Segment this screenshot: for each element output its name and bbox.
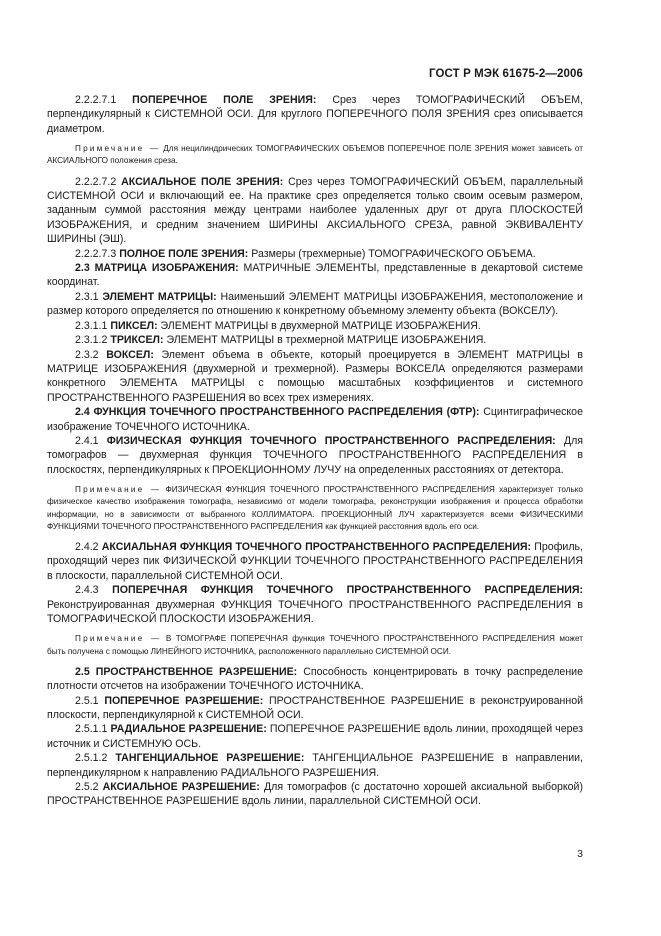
paragraph-text: Способность концентрировать в точку распределение плотности отсчетов на изображении ТОЧЕЧНОГО ИСТОЧНИКА. [47,665,583,693]
paragraph-2-2-2-7-2 [47,175,583,247]
page-content [47,93,583,809]
paragraph-number: 2.4.1 [75,434,99,447]
paragraph-2-5-1-2 [47,751,583,780]
paragraph-text: ПОПЕРЕЧНОЕ РАЗРЕШЕНИЕ вдоль линии, проходящей через источник и СИСТЕМНУЮ ОСЬ. [47,723,584,750]
paragraph-number: 2.4.3 [75,584,99,597]
paragraph-2-5-2 [47,780,583,809]
term: ТРИКСЕЛ: [110,334,164,347]
term: ТАНГЕНЦИАЛЬНОЕ РАЗРЕШЕНИЕ: [115,752,305,765]
paragraph-number: 2.4.2 [75,540,99,553]
paragraph-number: 2.5 [75,665,90,678]
paragraph-number: 2.2.2.7.2 [75,175,117,188]
term: МАТРИЦА ИЗОБРАЖЕНИЯ: [94,262,239,275]
paragraph-number: 2.4 [75,406,90,419]
term: РАДИАЛЬНОЕ РАЗРЕШЕНИЕ: [110,723,267,736]
term: ПОПЕРЕЧНОЕ РАЗРЕШЕНИЕ: [104,694,264,707]
term: ЭЛЕМЕНТ МАТРИЦЫ: [102,290,217,303]
paragraph-text: Для томографов (с достаточно хорошей аксиальной выборкой) ПРОСТРАНСТВЕННОЕ РАЗРЕШЕНИЕ вдоль линии, параллельной СИСТЕМНОЙ ОСИ. [47,781,583,808]
paragraph-text: Элемент объема в объекте, который проецируется в ЭЛЕМЕНТ МАТРИЦЫ в МАТРИЦЕ ИЗОБРАЖЕНИЯ (двухмерной и трехмерной). Размеры ВОКСЕЛА определяются размерами конкретного ЭЛЕМЕНТА МАТРИЦЫ с помощью масштабных коэффициентов и системного ПРОСТРАНСТВЕННОГО РАЗРЕШЕНИЯ во всех трех измерениях. [47,348,583,404]
note-label: Примечание — [75,485,162,495]
paragraph-number: 2.5.1.1 [75,723,108,736]
paragraph-text: Срез через ТОМОГРАФИЧЕСКИЙ ОБЪЕМ, параллельный СИСТЕМНОЙ ОСИ и включающий ее. На практике срез определяется только своим осевым размером, заданным суммой расстояния между центрами наиболее удаленных друг от друга ПЛОСКОСТЕЙ ИЗОБРАЖЕНИЯ, и средним значением ШИРИНЫ АКСИАЛЬНОГО СРЕЗА, равной ЭКВИВАЛЕНТУ ШИРИНЫ (ЭШ). [47,175,584,246]
paragraph-number: 2.3.1.1 [75,319,108,332]
paragraph-2-4-3 [47,583,583,626]
term: АКСИАЛЬНОЕ РАЗРЕШЕНИЕ: [102,781,260,794]
paragraph-number: 2.2.2.7.3 [75,247,117,260]
note-text: В ТОМОГРАФЕ ПОПЕРЕЧНАЯ функция ТОЧЕЧНОГО ПРОСТРАНСТВЕННОГО РАСПРЕДЕЛЕНИЯ может быть получена с помощью ЛИНЕЙНОГО ИСТОЧНИКА, расположенного параллельно СИСТЕМНОЙ ОСИ. [47,634,583,656]
paragraph-2-4 [47,405,583,434]
paragraph-text: ТАНГЕНЦИАЛЬНОЕ РАЗРЕШЕНИЕ в направлении, перпендикулярном к направлению РАДИАЛЬНОГО РАЗРЕШЕНИЯ. [47,752,583,779]
paragraph-text: Реконструированная двухмерная ФУНКЦИЯ ТОЧЕЧНОГО ПРОСТРАНСТВЕННОГО РАСПРЕДЕЛЕНИЯ в ТОМОГРАФИЧЕСКОЙ ПЛОСКОСТИ ИЗОБРАЖЕНИЯ. [47,598,583,625]
page-number: 3 [577,848,583,860]
paragraph-2-3-1 [47,290,583,319]
standard-header: ГОСТ Р МЭК 61675-2—2006 [429,68,583,80]
paragraph-text: Наименьший ЭЛЕМЕНТ МАТРИЦЫ ИЗОБРАЖЕНИЯ, местоположение и размер которого определяется по отношению к конкретному объемному элементу объекта (ВОКСЕЛУ). [47,290,583,318]
paragraph-2-2-2-7-3 [47,247,583,261]
term: ВОКСЕЛ: [106,348,154,361]
note-text: ФИЗИЧЕСКАЯ ФУНКЦИЯ ТОЧЕЧНОГО ПРОСТРАНСТВЕННОГО РАСПРЕДЕЛЕНИЯ характеризует только физическое качество изображения томографа, независимо от модели томографа, реконструкции изображения и процесса обработки информации, но в зависимости от выбранного КОЛЛИМАТОРА. ПРОЕКЦИОННЫЙ ЛУЧ характеризуется всеми ФИЗИЧЕСКИМИ ФУНКЦИЯМИ ТОЧЕЧНОГО ПРОСТРАНСТВЕННОГО РАСПРЕДЕЛЕНИЯ как функцией расстояния вдоль его оси. [47,485,583,531]
paragraph-text: Для томографов — двухмерная функция ТОЧЕЧНОГО ПРОСТРАНСТВЕННОГО РАСПРЕДЕЛЕНИЯ в плоскостях, перпендикулярных к ПРОЕКЦИОННОМУ ЛУЧУ на определенных расстояниях от детектора. [47,434,583,476]
term: ФУНКЦИЯ ТОЧЕЧНОГО ПРОСТРАНСТВЕННОГО РАСПРЕДЕЛЕНИЯ (ФТР): [93,406,480,419]
paragraph-text: Размеры (трехмерные) ТОМОГРАФИЧЕСКОГО ОБЪЕМА. [251,247,536,260]
term: ФИЗИЧЕСКАЯ ФУНКЦИЯ ТОЧЕЧНОГО ПРОСТРАНСТВЕННОГО РАСПРЕДЕЛЕНИЯ: [106,434,556,447]
paragraph-text: Профиль, проходящий через пик ФИЗИЧЕСКОЙ ФУНКЦИИ ТОЧЕЧНОГО ПРОСТРАНСТВЕННОГО РАСПРЕДЕЛЕНИЯ в плоскости, параллельной СИСТЕМНОЙ ОСИ. [47,540,583,582]
note-text: Для нецилиндрических ТОМОГРАФИЧЕСКИХ ОБЪЕМОВ ПОПЕРЕЧНОЕ ПОЛЕ ЗРЕНИЯ может зависеть от АКСИАЛЬНОГО положения среза. [47,144,583,166]
paragraph-text: Сцинтиграфическое изображение ТОЧЕЧНОГО ИСТОЧНИКА. [47,406,583,433]
paragraph-number: 2.5.1 [75,694,99,707]
paragraph-2-3-1-1 [47,319,583,333]
term: ПОПЕРЕЧНАЯ ФУНКЦИЯ ТОЧЕЧНОГО ПРОСТРАНСТВЕННОГО РАСПРЕДЕЛЕНИЯ: [112,584,583,597]
term: ПОПЕРЕЧНОЕ ПОЛЕ ЗРЕНИЯ: [132,94,317,106]
paragraph-2-4-1 [47,434,583,477]
note-3 [47,633,583,657]
paragraph-text: Срез через ТОМОГРАФИЧЕСКИЙ ОБЪЕМ, перпендикулярный к СИСТЕМНОЙ ОСИ. Для круглого ПОПЕРЕЧНОГО ПОЛЯ ЗРЕНИЯ срез описывается диаметром. [47,94,583,135]
note-1 [47,143,583,167]
paragraph-text: ПРОСТРАНСТВЕННОЕ РАЗРЕШЕНИЕ в реконструированной плоскости, перпендикулярной к СИСТЕМНОЙ ОСИ. [47,694,584,722]
paragraph-number: 2.5.1.2 [75,752,108,765]
paragraph-2-5 [47,665,583,694]
paragraph-text: ЭЛЕМЕНТ МАТРИЦЫ в двухмерной МАТРИЦЕ ИЗОБРАЖЕНИЯ. [160,319,481,332]
paragraph-2-4-2 [47,540,583,583]
paragraph-2-3-1-2 [47,333,583,347]
note-label: Примечание — [75,144,161,154]
term: ПИКСЕЛ: [110,319,158,332]
paragraph-text: МАТРИЧНЫЕ ЭЛЕМЕНТЫ, представленные в декартовой системе координат. [47,262,583,289]
paragraph-text: ЭЛЕМЕНТ МАТРИЦЫ в трехмерной МАТРИЦЕ ИЗОБРАЖЕНИЯ. [166,334,487,347]
paragraph-2-5-1 [47,694,583,723]
paragraph-number: 2.2.2.7.1 [75,94,117,106]
paragraph-2-3 [47,261,583,290]
term: ПОЛНОЕ ПОЛЕ ЗРЕНИЯ: [119,247,249,260]
paragraph-2-5-1-1 [47,722,583,751]
paragraph-number: 2.3.2 [75,348,99,361]
paragraph-2-2-2-7-1 [47,93,583,136]
note-2 [47,484,583,533]
paragraph-number: 2.3.1.2 [75,334,108,347]
paragraph-number: 2.3 [75,262,90,275]
paragraph-2-3-2 [47,348,583,406]
term: АКСИАЛЬНОЕ ПОЛЕ ЗРЕНИЯ: [121,175,284,188]
term: ПРОСТРАНСТВЕННОЕ РАЗРЕШЕНИЕ: [95,665,298,678]
paragraph-number: 2.3.1 [75,290,99,303]
paragraph-number: 2.5.2 [75,781,99,794]
term: АКСИАЛЬНАЯ ФУНКЦИЯ ТОЧЕЧНОГО ПРОСТРАНСТВЕННОГО РАСПРЕДЕЛЕНИЯ: [101,540,532,553]
note-label: Примечание — [75,634,162,644]
